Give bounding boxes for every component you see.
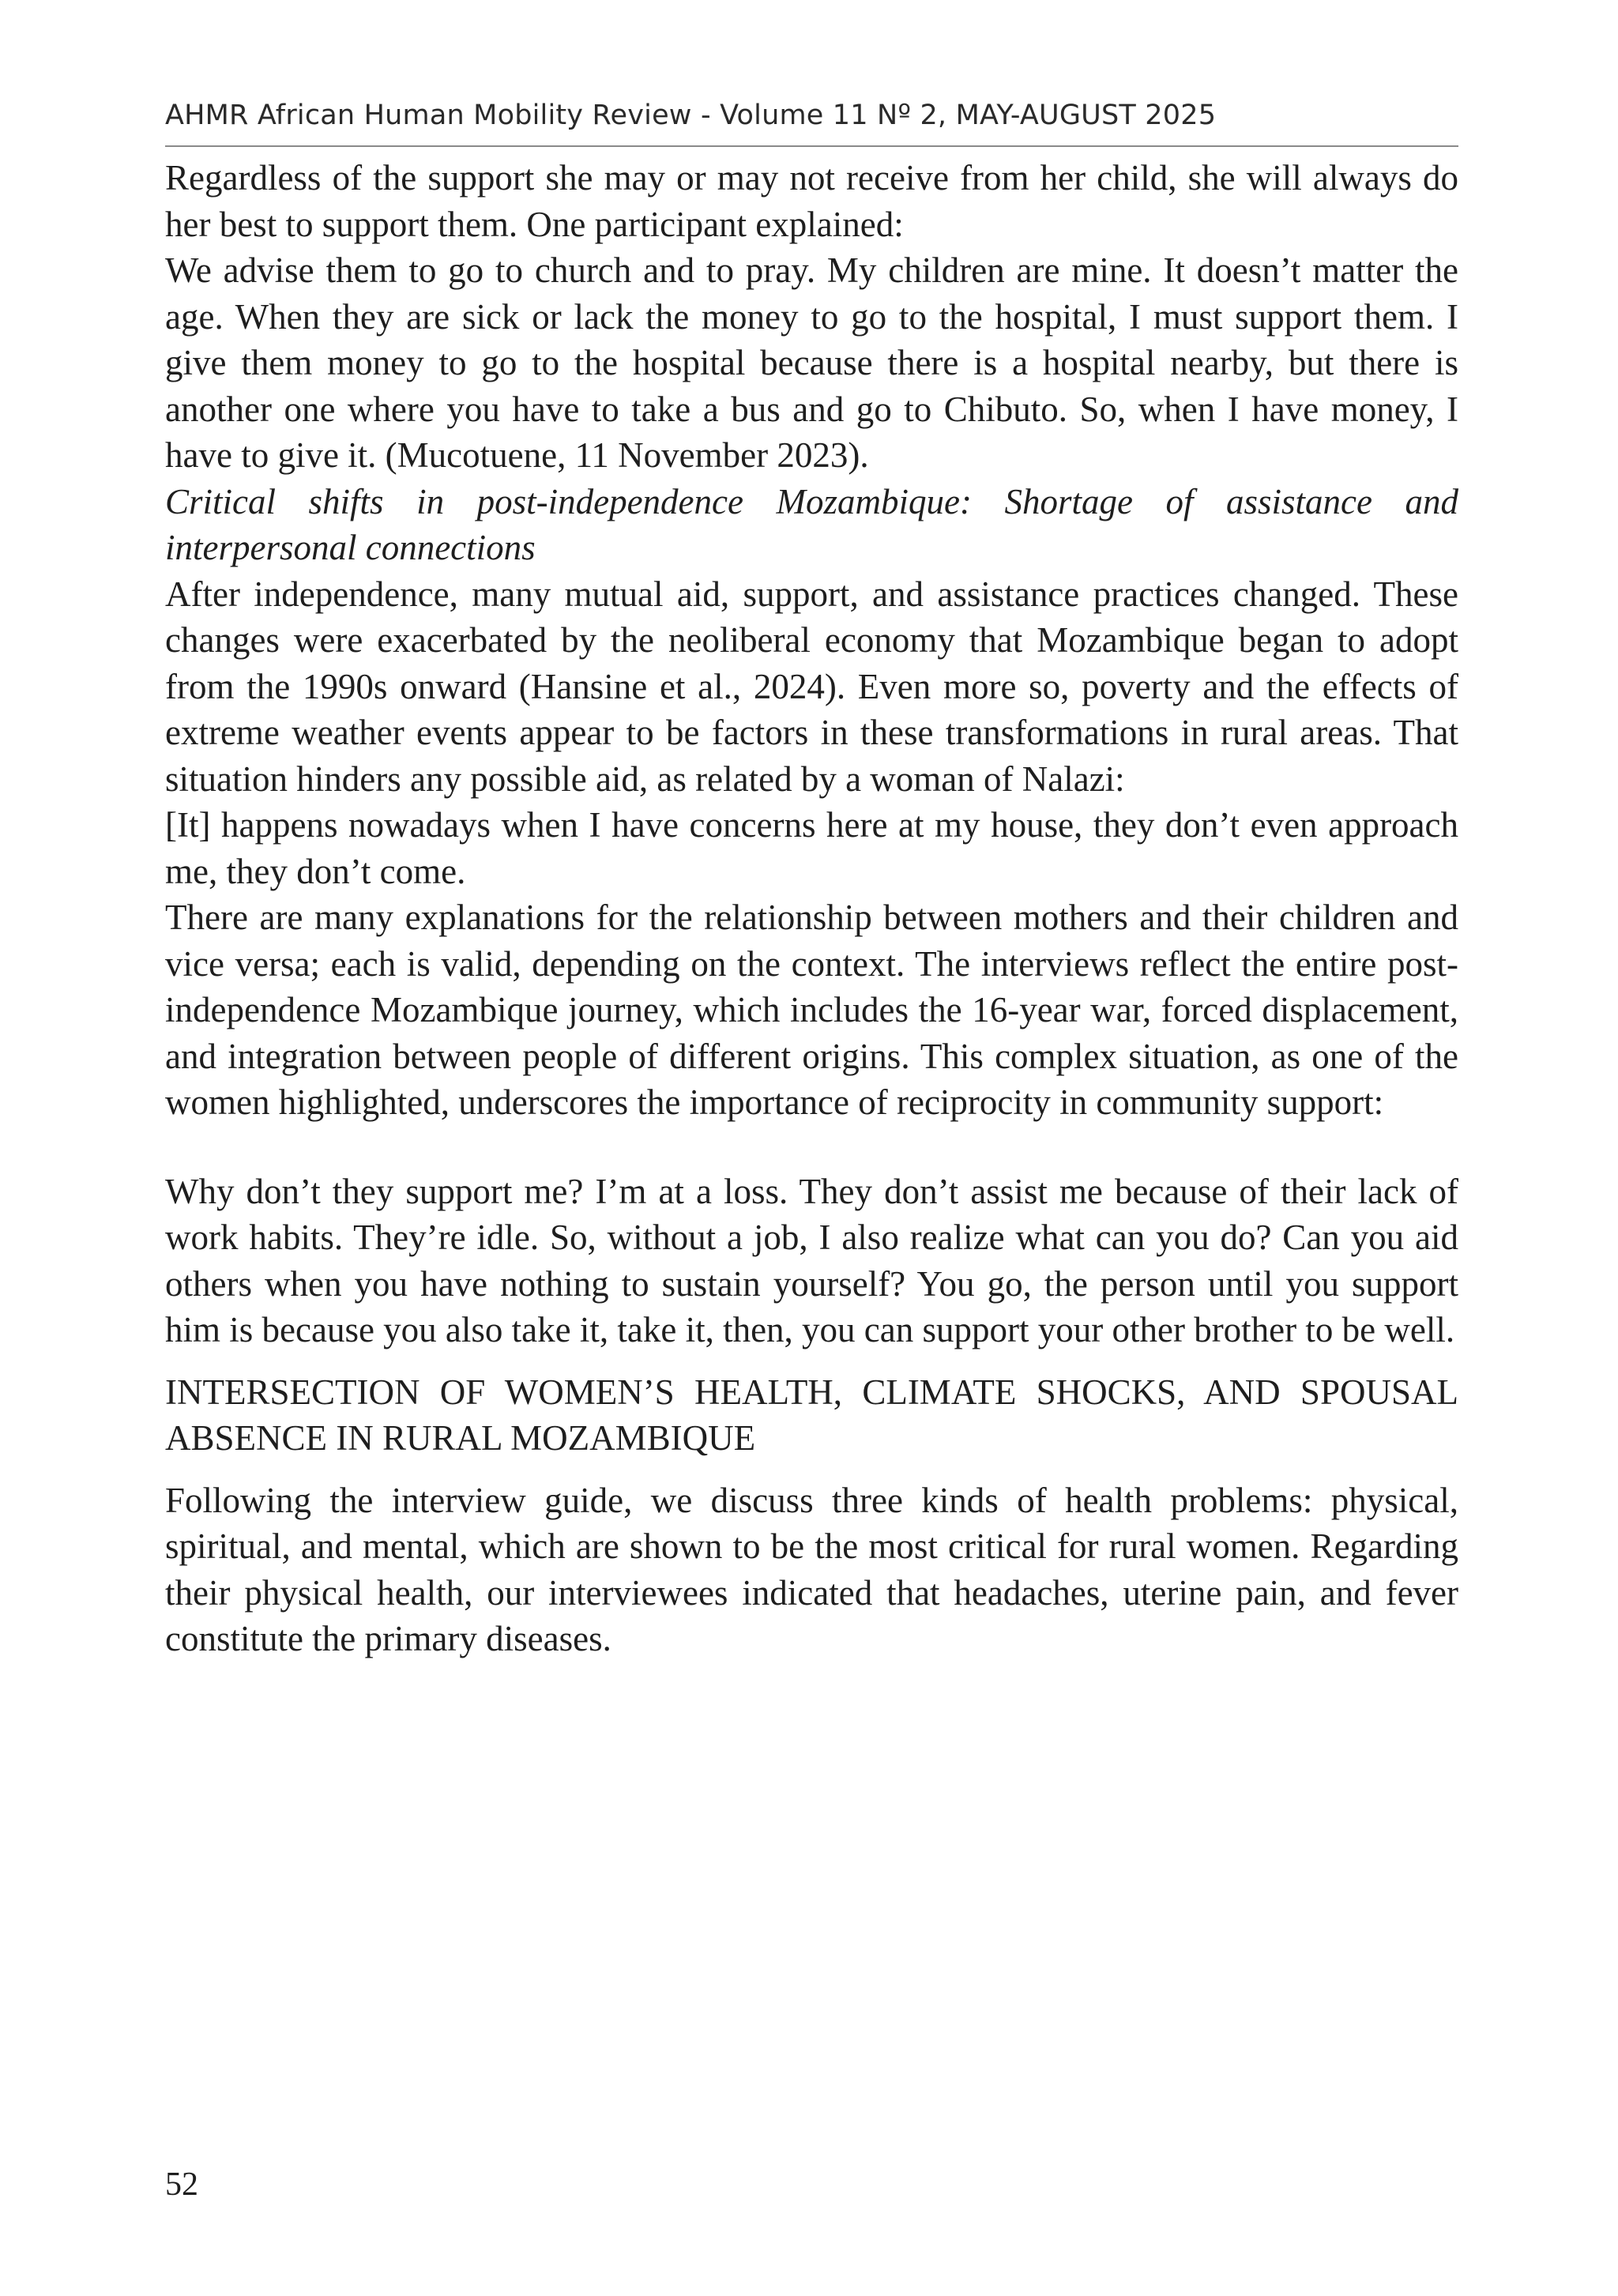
block-quote-nalazi: [It] happens nowadays when I have concerns here at my house, they don’t even approach me, they don’t come. — [165, 805, 1458, 891]
block-quote-reciprocity: Why don’t they support me? I’m at a loss. They don’t assist me because of their lack of work habits. They’re idle. So, without a job, I also realize what can you do? Can you aid others when you have nothing to sustain yourself? You go, the person until you support him is because you also take it, take it, then, you can support your other brother to be well. — [165, 1171, 1458, 1349]
body-paragraph-health-problems: Following the interview guide, we discuss three kinds of health problems: physical, spiritual, and mental, which are shown to be the most critical for rural women. Regarding their physical health, our interviewees indicated that headaches, uterine pain, and fever constitute the primary diseases. — [165, 1480, 1458, 1658]
article-body — [165, 155, 1458, 1662]
section-heading-womens-health: INTERSECTION OF WOMEN’S HEALTH, CLIMATE SHOCKS, AND SPOUSAL ABSENCE IN RURAL MOZAMBIQUE — [165, 1372, 1458, 1458]
body-paragraph-independence: After independence, many mutual aid, support, and assistance practices changed. These changes were exacerbated by the neoliberal economy that Mozambique began to adopt from the 1990s onward (Hansine et al., 2024). Even more so, poverty and the effects of extreme weather events appear to be factors in these transformations in rural areas. That situation hinders any possible aid, as related by a woman of Nalazi: — [165, 574, 1458, 799]
subheading-critical-shifts: Critical shifts in post-independence Mozambique: Shortage of assistance and interpersonal connections — [165, 481, 1458, 567]
journal-title: AHMR African Human Mobility Review - Volume 11 Nº 2, MAY-AUGUST 2025 — [165, 100, 1217, 131]
running-header — [165, 96, 1458, 147]
page-number: 52 — [165, 2166, 198, 2203]
body-paragraph-support: Regardless of the support she may or may not receive from her child, she will always do her best to support them. One participant explained: — [165, 158, 1458, 244]
block-quote-church: We advise them to go to church and to pray. My children are mine. It doesn’t matter the age. When they are sick or lack the money to go to the hospital, I must support them. I give them money to go to the hospital because there is a hospital nearby, but there is another one where you have to take a bus and go to Chibuto. So, when I have money, I have to give it. (Mucotuene, 11 November 2023). — [165, 250, 1458, 475]
body-paragraph-explanations: There are many explanations for the relationship between mothers and their children and vice versa; each is valid, depending on the context. The interviews reflect the entire post-independence Mozambique journey, which includes the 16-year war, forced displacement, and integration between people of different origins. This complex situation, as one of the women highlighted, underscores the importance of reciprocity in community support: — [165, 898, 1458, 1122]
